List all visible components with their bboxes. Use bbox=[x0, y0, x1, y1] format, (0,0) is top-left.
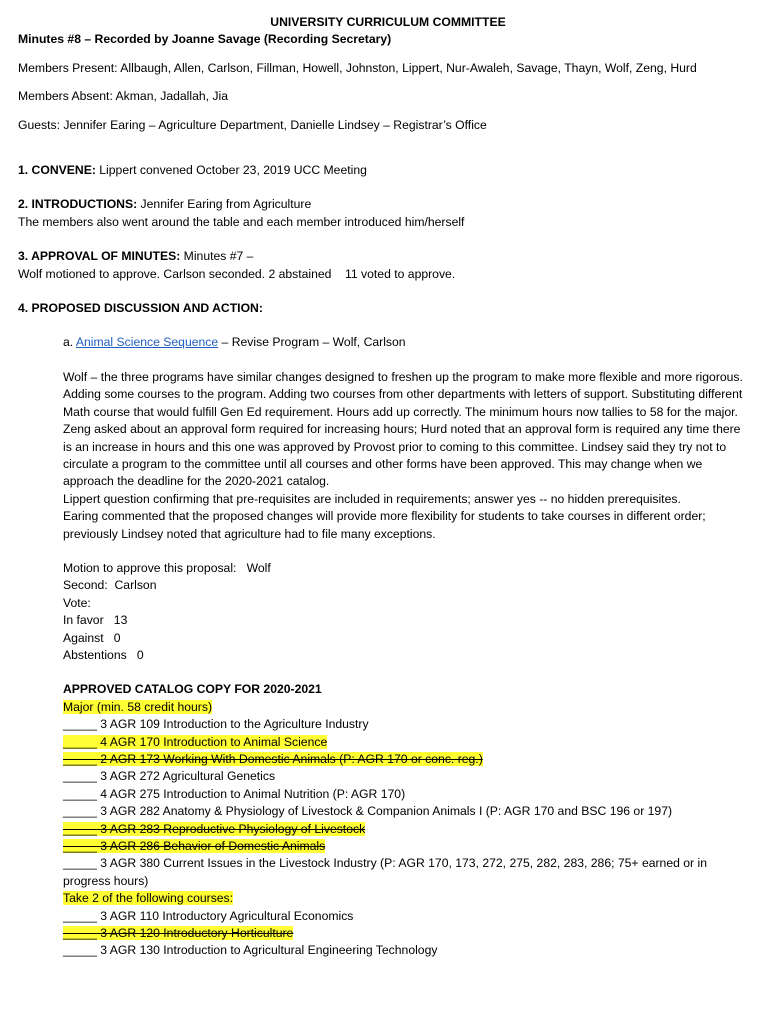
course-row bbox=[63, 768, 748, 785]
course-blank: _____ bbox=[63, 908, 97, 923]
course-blank: _____ bbox=[63, 821, 97, 836]
item-a bbox=[18, 334, 748, 959]
course-row bbox=[63, 855, 748, 872]
convene-heading: 1. CONVENE: bbox=[18, 163, 96, 178]
against-line: Against 0 bbox=[63, 630, 121, 645]
take-two-line bbox=[63, 890, 748, 907]
discussion-paragraph-3: Lippert question confirming that pre-requisites are included in requirements; answer yes -- no hidden prerequisites. bbox=[63, 491, 681, 506]
convene-section bbox=[18, 162, 758, 179]
vote-line: Vote: bbox=[63, 595, 91, 610]
members-present: Members Present: Allbaugh, Allen, Carlson, Fillman, Howell, Johnston, Lippert, Nur-Awaleh, Savage, Thayn, Wolf, Zeng, Hurd bbox=[18, 60, 697, 75]
elective-row bbox=[63, 942, 748, 959]
approval-heading: 3. APPROVAL OF MINUTES: bbox=[18, 249, 181, 264]
course-row bbox=[63, 786, 748, 803]
course-text: 2 AGR 173 Working With Domestic Animals (P: AGR 170 or conc. reg.) bbox=[100, 752, 483, 766]
course-blank: _____ bbox=[63, 839, 97, 854]
convene-text: Lippert convened October 23, 2019 UCC Meeting bbox=[95, 163, 367, 178]
approval-text-2: Wolf motioned to approve. Carlson seconded. 2 abstained 11 voted to approve. bbox=[18, 266, 456, 281]
approval-text: Minutes #7 – bbox=[180, 249, 254, 264]
course-row bbox=[63, 838, 748, 855]
elective-row bbox=[63, 908, 748, 925]
course-blank: _____ bbox=[63, 926, 97, 941]
approval-section bbox=[18, 248, 758, 265]
course-row-continued bbox=[63, 873, 748, 890]
take-two-label: Take 2 of the following courses: bbox=[63, 891, 234, 906]
discussion-paragraph-4: Earing commented that the proposed changes will provide more flexibility for students to take courses in different order; previously Lindsey noted that agriculture had to file many exceptions. bbox=[63, 509, 706, 541]
item-a-title bbox=[63, 334, 748, 351]
motion-line: Motion to approve this proposal: Wolf bbox=[63, 560, 271, 575]
course-blank: _____ bbox=[63, 717, 97, 732]
proposed-heading: 4. PROPOSED DISCUSSION AND ACTION: bbox=[18, 301, 263, 316]
abstentions-line: Abstentions 0 bbox=[63, 647, 144, 662]
course-text: 3 AGR 380 Current Issues in the Livestock Industry (P: AGR 170, 173, 272, 275, 282, 283, 286; 75+ earned or in bbox=[100, 856, 707, 871]
course-text: 4 AGR 170 Introduction to Animal Science bbox=[100, 734, 328, 749]
item-a-suffix: – Revise Program – Wolf, Carlson bbox=[218, 335, 406, 350]
minutes-line: Minutes #8 – Recorded by Joanne Savage (Recording Secretary) bbox=[18, 32, 392, 47]
item-a-prefix: a. bbox=[63, 335, 76, 350]
introductions-text: Jennifer Earing from Agriculture bbox=[137, 197, 312, 212]
catalog-heading: APPROVED CATALOG COPY FOR 2020-2021 bbox=[63, 682, 322, 697]
course-text: 3 AGR 282 Anatomy & Physiology of Livestock & Companion Animals I (P: AGR 170 and BSC 196 or 197) bbox=[100, 804, 673, 819]
course-row bbox=[63, 821, 748, 838]
discussion-paragraph-1: Wolf – the three programs have similar changes designed to freshen up the program to make more flexible and more rigorous. Adding some courses to the program. Adding two courses from other departments with letters of support. Substituting different Math course that would fulfill Gen Ed requirement. Hours add up correctly. The minimum hours now tallies to 58 for the major. bbox=[63, 369, 743, 419]
course-blank: _____ bbox=[63, 804, 97, 819]
in-favor-line: In favor 13 bbox=[63, 613, 128, 628]
course-blank: _____ bbox=[63, 752, 97, 766]
course-text: 3 AGR 110 Introductory Agricultural Economics bbox=[100, 908, 354, 923]
introductions-section bbox=[18, 196, 758, 213]
course-text: 4 AGR 275 Introduction to Animal Nutrition (P: AGR 170) bbox=[100, 786, 406, 801]
course-text: 3 AGR 130 Introduction to Agricultural Engineering Technology bbox=[100, 943, 438, 958]
course-row bbox=[63, 803, 748, 820]
course-row bbox=[63, 716, 748, 733]
discussion-paragraph-2: Zeng asked about an approval form required for increasing hours; Hurd noted that an approval form is required any time there is an increase in hours and this one was approved by Provost prior to coming to this committee. Lindsey said they try not to circulate a program to the committee until all courses and other forms have been approved. This may change when we approach the deadline for the 2020-2021 catalog. bbox=[63, 422, 741, 489]
course-blank: _____ bbox=[63, 769, 97, 784]
members-absent: Members Absent: Akman, Jadallah, Jia bbox=[18, 89, 229, 104]
course-blank: _____ bbox=[63, 856, 97, 871]
course-text: 3 AGR 283 Reproductive Physiology of Livestock bbox=[100, 821, 366, 836]
major-requirement: Major (min. 58 credit hours) bbox=[63, 699, 213, 714]
introductions-text-2: The members also went around the table and each member introduced him/herself bbox=[18, 214, 465, 229]
course-text: 3 AGR 286 Behavior of Domestic Animals bbox=[100, 839, 326, 854]
course-row bbox=[63, 734, 748, 751]
minutes-document bbox=[18, 14, 758, 960]
course-blank: _____ bbox=[63, 734, 97, 749]
introductions-heading: 2. INTRODUCTIONS: bbox=[18, 197, 138, 212]
animal-science-sequence-link[interactable]: Animal Science Sequence bbox=[75, 335, 219, 350]
guests: Guests: Jennifer Earing – Agriculture Department, Danielle Lindsey – Registrar’s Office bbox=[18, 117, 487, 132]
course-blank: _____ bbox=[63, 943, 97, 958]
course-text: 3 AGR 120 Introductory Horticulture bbox=[100, 926, 294, 941]
course-blank: _____ bbox=[63, 786, 97, 801]
course-text: 3 AGR 272 Agricultural Genetics bbox=[100, 769, 276, 784]
course-text: progress hours) bbox=[63, 873, 149, 888]
elective-row bbox=[63, 925, 748, 942]
major-line bbox=[63, 699, 748, 716]
second-line: Second: Carlson bbox=[63, 578, 157, 593]
course-text: 3 AGR 109 Introduction to the Agriculture Industry bbox=[100, 717, 369, 732]
document-title: UNIVERSITY CURRICULUM COMMITTEE bbox=[270, 15, 506, 29]
course-row bbox=[63, 751, 748, 768]
